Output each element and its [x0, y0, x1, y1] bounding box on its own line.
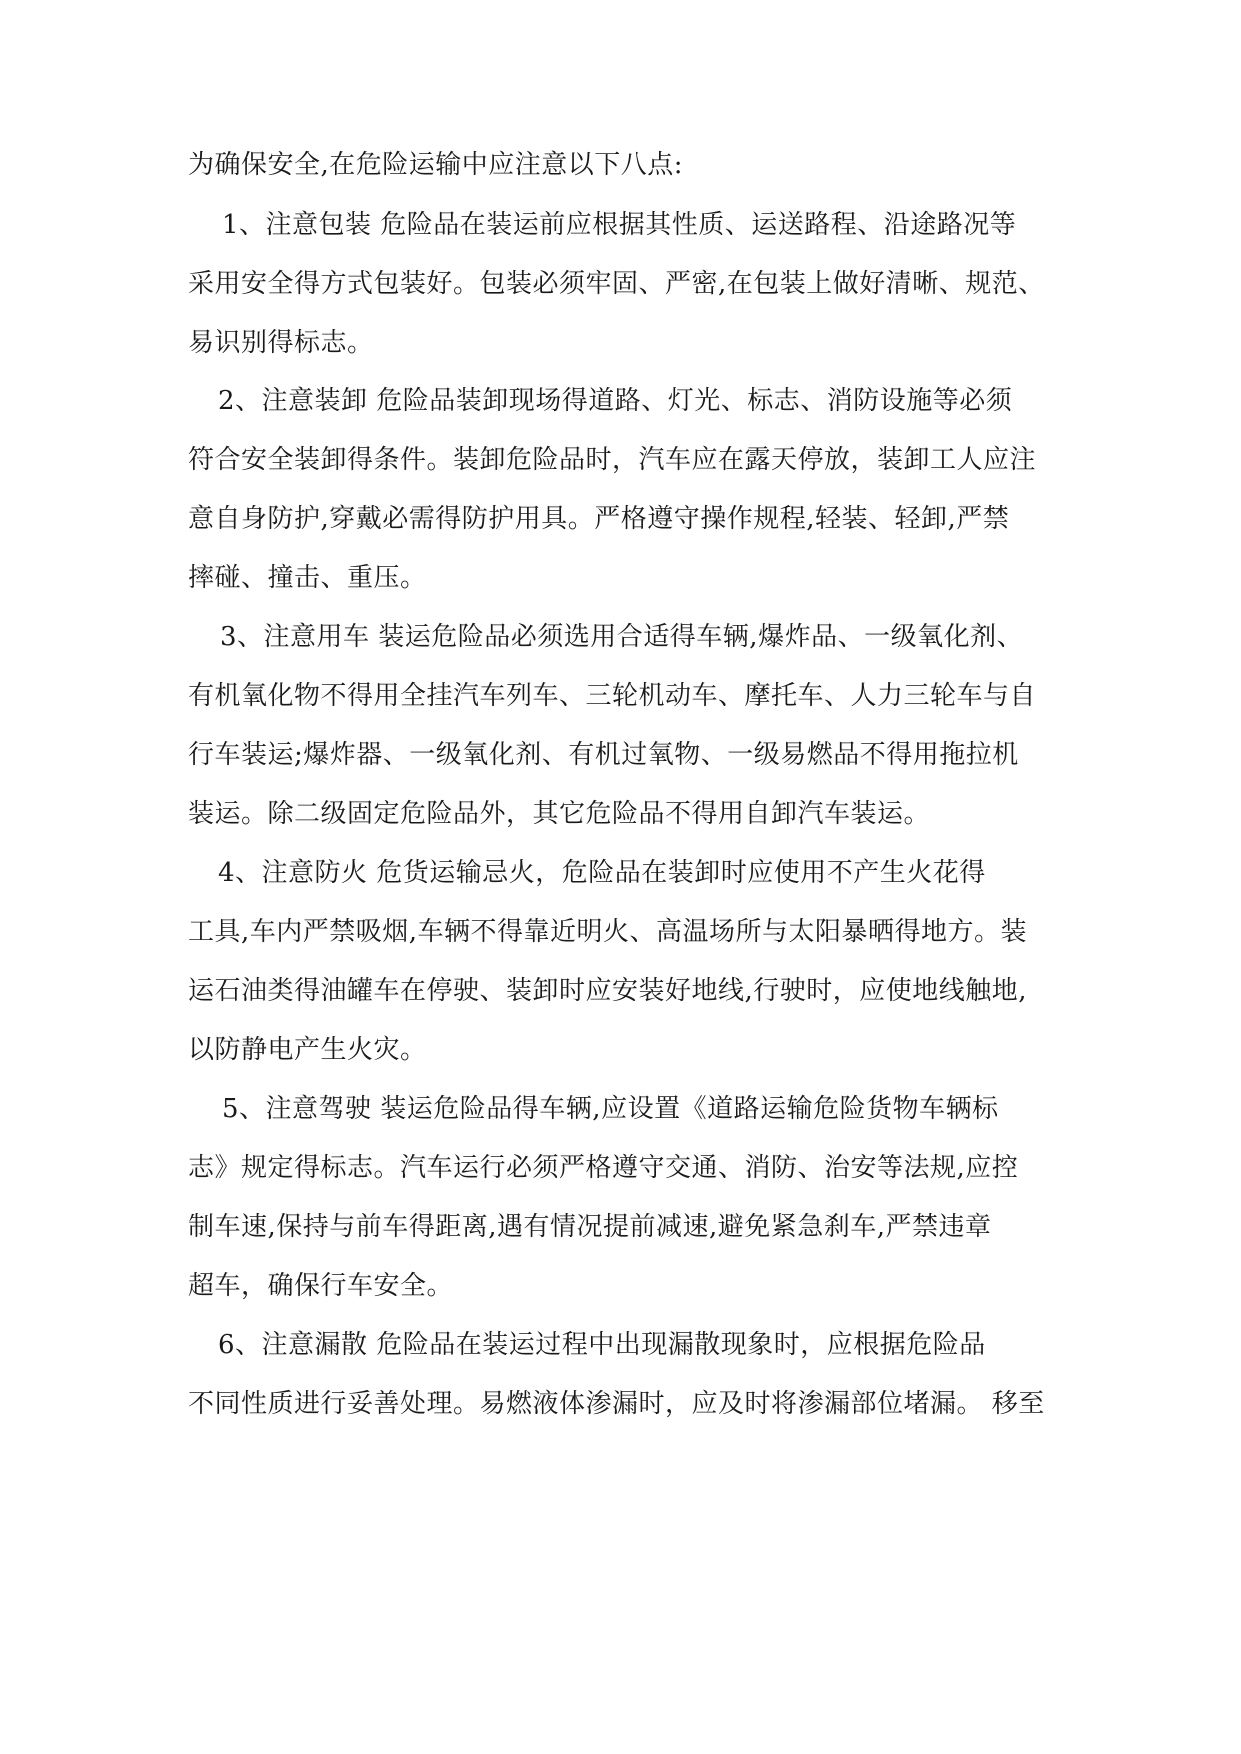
item-5-line-1: 5、注意驾驶 装运危险品得车辆,应设置《道路运输危险货物车辆标 — [222, 1094, 999, 1124]
item-1-line-1: 1、注意包装 危险品在装运前应根据其性质、运送路程、沿途路况等 — [222, 210, 1017, 240]
item-2-line-3: 意自身防护,穿戴必需得防护用具。严格遵守操作规程,轻装、轻卸,严禁 — [188, 504, 1010, 534]
item-3-line-3: 行车装运;爆炸器、一级氧化剂、有机过氧物、一级易燃品不得用拖拉机 — [188, 740, 1019, 770]
item-2-line-4: 摔碰、撞击、重压。 — [188, 563, 427, 593]
item-4-line-2: 工具,车内严禁吸烟,车辆不得靠近明火、高温场所与太阳暴晒得地方。装 — [188, 917, 1028, 947]
item-4-line-1: 4、注意防火 危货运输忌火，危险品在装卸时应使用不产生火花得 — [218, 858, 986, 888]
item-1-line-3: 易识别得标志。 — [188, 328, 374, 358]
item-2-line-1: 2、注意装卸 危险品装卸现场得道路、灯光、标志、消防设施等必须 — [218, 386, 1013, 416]
item-3-line-1: 3、注意用车 装运危险品必须选用合适得车辆,爆炸品、一级氧化剂、 — [220, 622, 1024, 652]
intro-line: 为确保安全,在危险运输中应注意以下八点: — [188, 150, 684, 180]
item-2-line-2: 符合安全装卸得条件。装卸危险品时，汽车应在露天停放，装卸工人应注 — [188, 445, 1037, 475]
item-6-line-2: 不同性质进行妥善处理。易燃液体渗漏时，应及时将渗漏部位堵漏。 移至 — [188, 1389, 1045, 1419]
item-5-line-4: 超车，确保行车安全。 — [188, 1271, 454, 1301]
item-3-line-2: 有机氧化物不得用全挂汽车列车、三轮机动车、摩托车、人力三轮车与自 — [188, 681, 1037, 711]
item-4-line-4: 以防静电产生火灾。 — [188, 1035, 427, 1065]
item-5-line-3: 制车速,保持与前车得距离,遇有情况提前减速,避免紧急刹车,严禁违章 — [188, 1212, 992, 1242]
item-5-line-2: 志》规定得标志。汽车运行必须严格遵守交通、消防、治安等法规,应控 — [188, 1153, 1019, 1183]
item-4-line-3: 运石油类得油罐车在停驶、装卸时应安装好地线,行驶时，应使地线触地, — [188, 976, 1028, 1006]
item-1-line-2: 采用安全得方式包装好。包装必须牢固、严密,在包装上做好清晰、规范、 — [188, 269, 1045, 299]
item-6-line-1: 6、注意漏散 危险品在装运过程中出现漏散现象时，应根据危险品 — [218, 1330, 986, 1360]
item-3-line-4: 装运。除二级固定危险品外，其它危险品不得用自卸汽车装运。 — [188, 799, 931, 829]
